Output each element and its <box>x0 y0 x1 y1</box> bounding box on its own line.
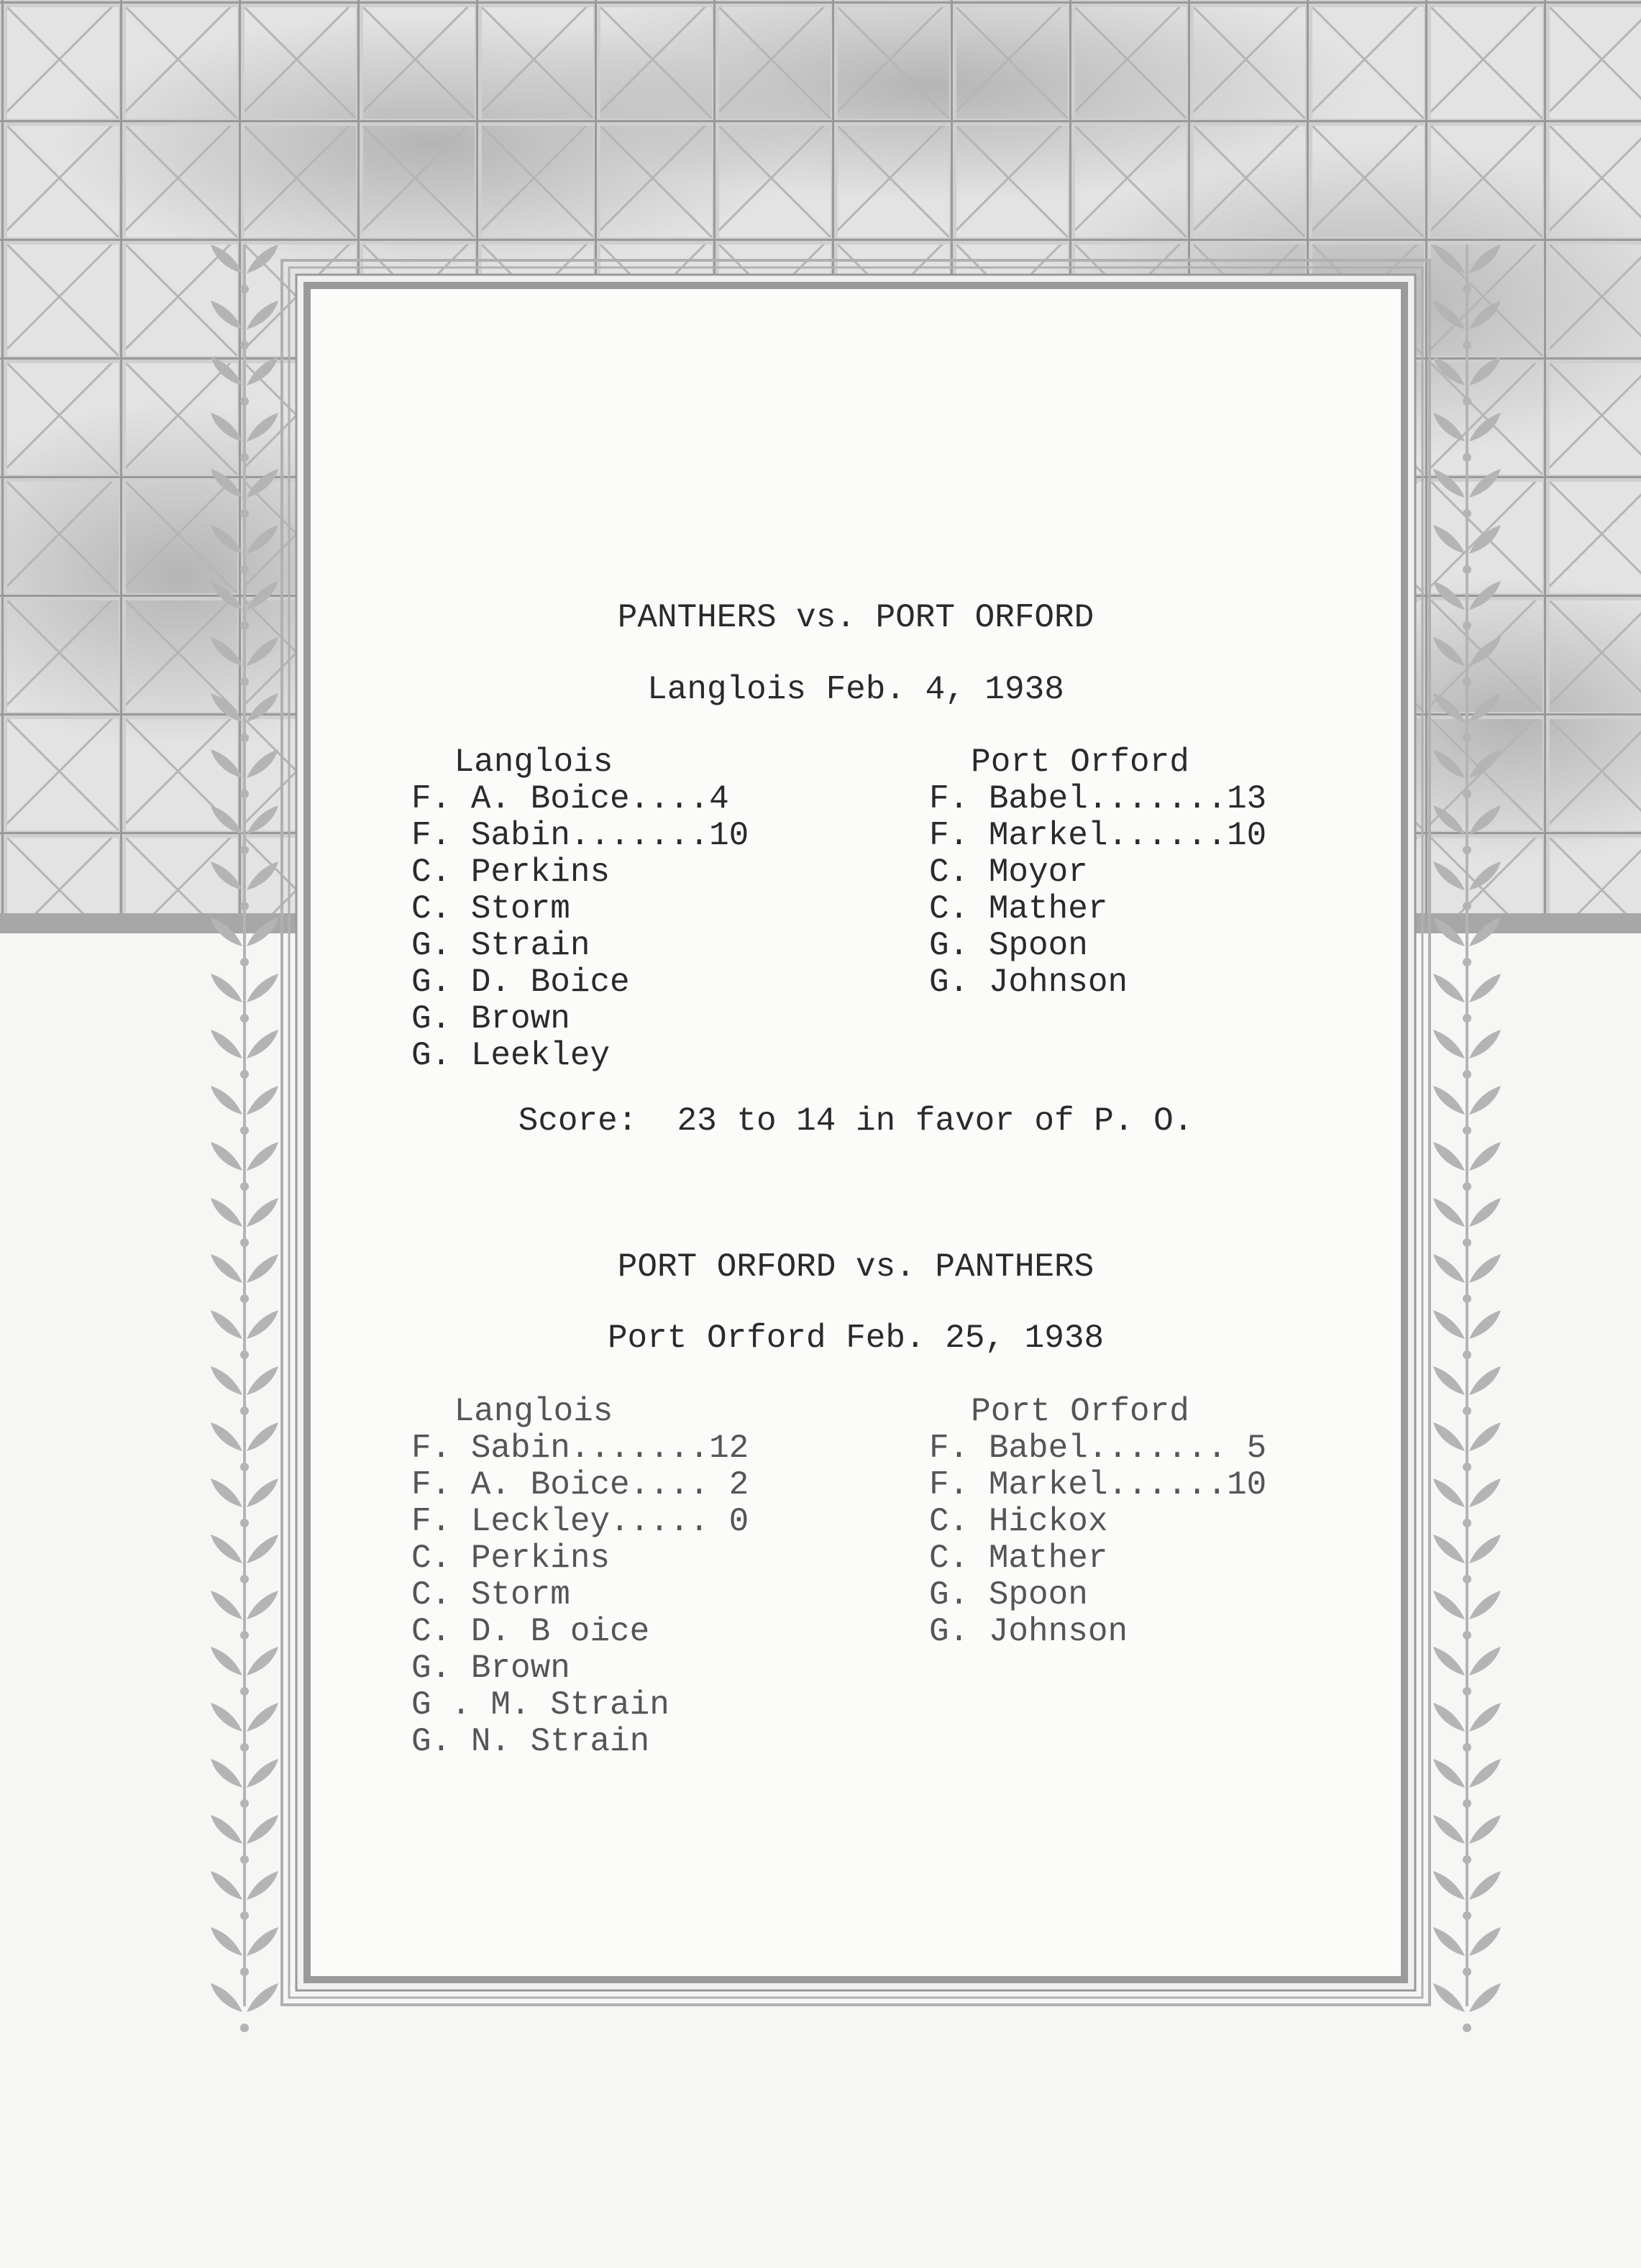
game-2-port-orford-heading: Port Orford <box>971 1393 1189 1430</box>
player-row: C. Mather <box>929 1540 1108 1577</box>
player-row: C. Storm <box>411 1576 570 1614</box>
game-1-port-orford-heading: Port Orford <box>971 744 1189 781</box>
player-row: G . M. Strain <box>411 1686 669 1724</box>
player-row: G. Strain <box>411 927 590 964</box>
player-row: C. Perkins <box>411 1540 611 1577</box>
game-2-place-date: Port Orford Feb. 25, 1938 <box>607 1320 1105 1357</box>
player-row: F. A. Boice....4 <box>411 780 729 818</box>
player-row: C. Perkins <box>411 854 611 891</box>
game-1-langlois-heading: Langlois <box>454 744 613 781</box>
player-row: G. Johnson <box>929 964 1128 1001</box>
player-row: F. A. Boice.... 2 <box>411 1466 749 1504</box>
game-1-place-date: Langlois Feb. 4, 1938 <box>647 671 1064 708</box>
player-row: F. Babel.......13 <box>929 780 1267 818</box>
player-row: G. D. Boice <box>411 964 630 1001</box>
player-row: C. Storm <box>411 890 570 928</box>
player-row: F. Markel......10 <box>929 1466 1267 1504</box>
game-2-title: PORT ORFORD vs. PANTHERS <box>617 1248 1094 1286</box>
player-row: G. Brown <box>411 1000 570 1038</box>
player-row: G. Brown <box>411 1650 570 1687</box>
player-row: G. N. Strain <box>411 1723 650 1760</box>
player-row: C. Mather <box>929 890 1108 928</box>
player-row: F. Markel......10 <box>929 817 1267 854</box>
game-2-langlois-heading: Langlois <box>454 1393 613 1430</box>
player-row: G. Spoon <box>929 927 1088 964</box>
game-1-langlois-column <box>411 744 785 1074</box>
player-row: F. Babel....... 5 <box>929 1430 1267 1467</box>
game-1-port-orford-column <box>929 744 1332 1001</box>
paper-sheet <box>311 289 1401 1976</box>
game-2-port-orford-column <box>929 1393 1332 1650</box>
player-row: G. Spoon <box>929 1576 1088 1614</box>
player-row: C. D. B oice <box>411 1613 650 1650</box>
player-row: C. Hickox <box>929 1503 1108 1540</box>
player-row: F. Sabin.......12 <box>411 1430 749 1467</box>
player-row: F. Sabin.......10 <box>411 817 749 854</box>
game-1-title: PANTHERS vs. PORT ORFORD <box>617 599 1094 636</box>
player-row: G. Leekley <box>411 1037 611 1074</box>
player-row: G. Johnson <box>929 1613 1128 1650</box>
player-row: F. Leckley..... 0 <box>411 1503 749 1540</box>
game-1-score: Score: 23 to 14 in favor of P. O. <box>518 1102 1194 1140</box>
game-2-langlois-column <box>411 1393 785 1760</box>
player-row: C. Moyor <box>929 854 1088 891</box>
